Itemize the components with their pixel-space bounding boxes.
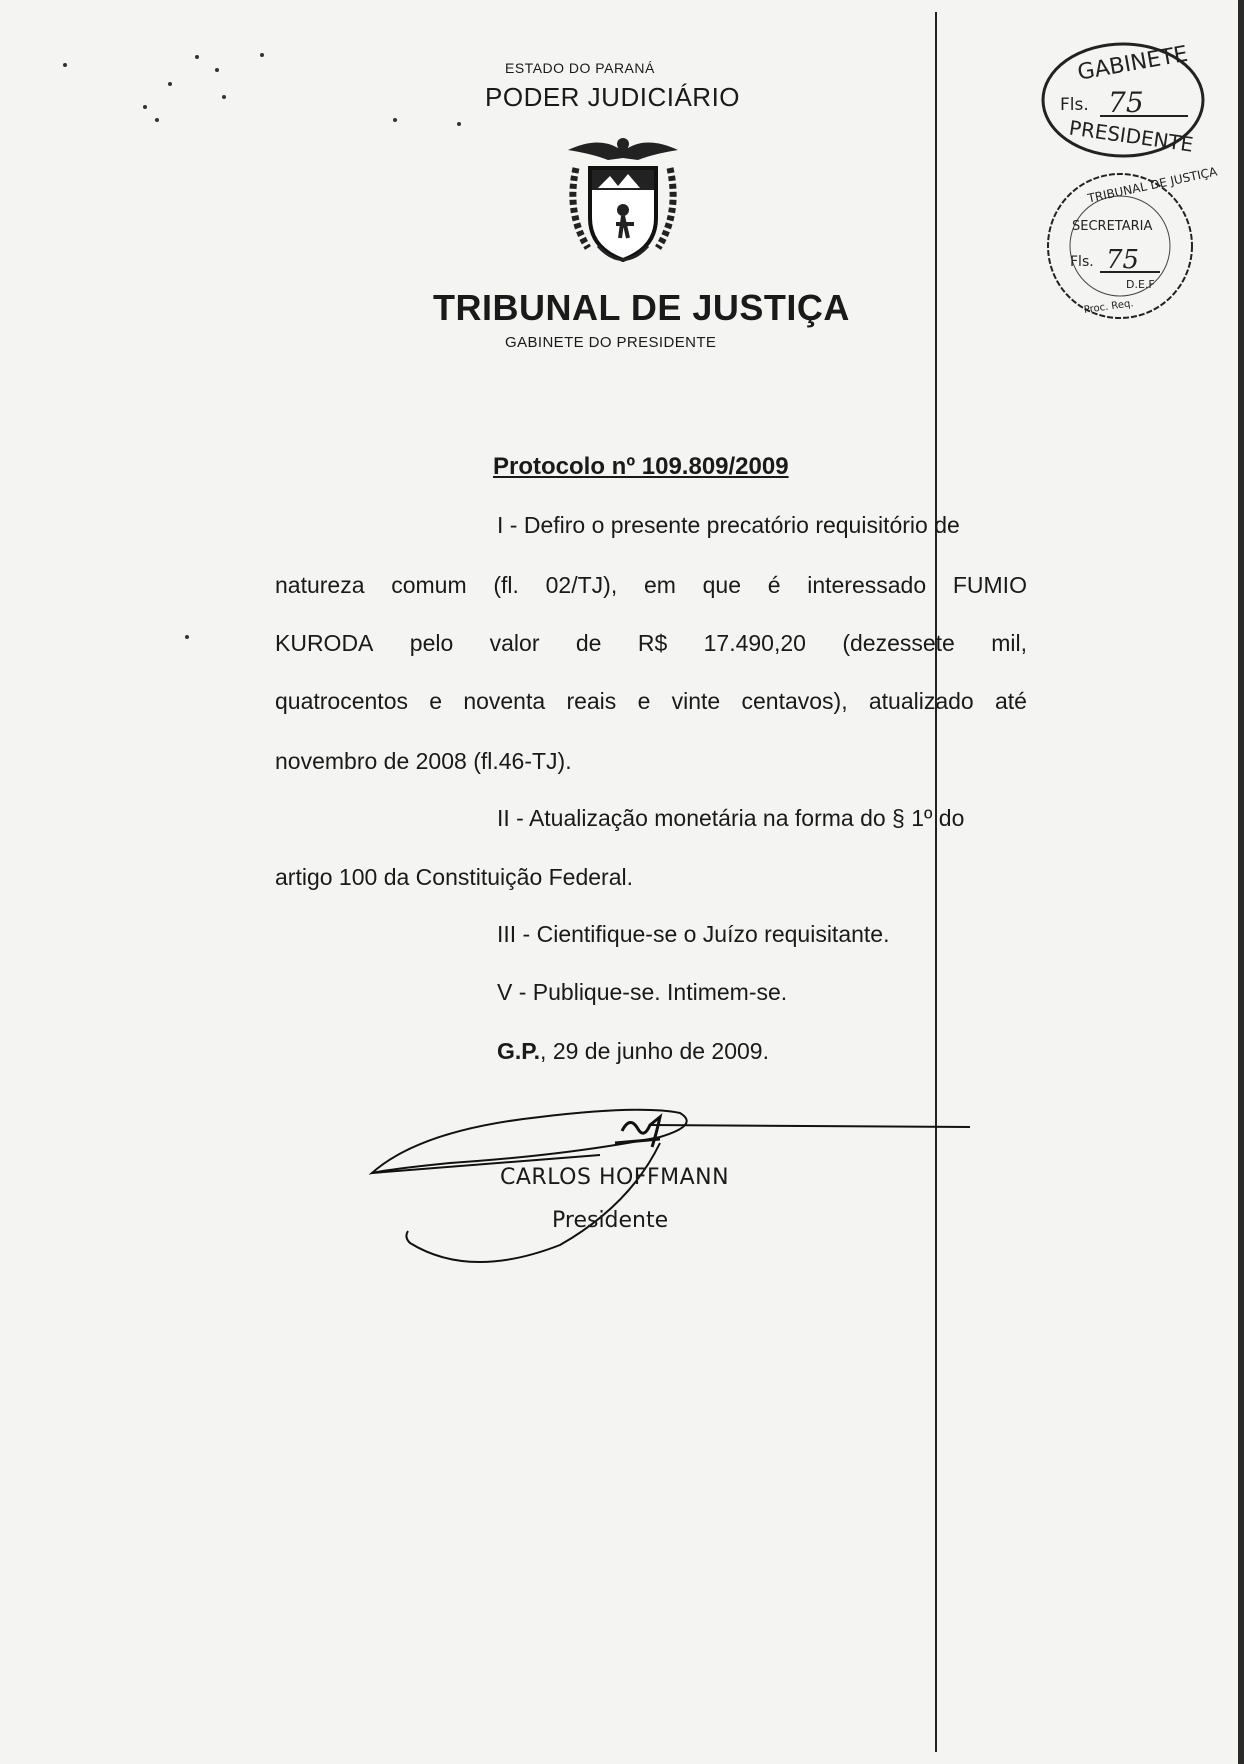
word: reais <box>566 688 617 714</box>
stamp2-fls-label: Fls. <box>1070 254 1094 270</box>
word: e <box>637 688 651 714</box>
word: vinte <box>671 688 721 714</box>
stamp2-code: D.E.F <box>1126 278 1155 291</box>
stamp-ring-text: TRIBUNAL DE JUSTIÇA <box>1086 164 1219 206</box>
word: de <box>575 630 602 656</box>
word: (dezessete <box>842 630 955 656</box>
word: interessado <box>807 572 927 598</box>
speck <box>143 105 147 109</box>
word: que <box>702 572 741 598</box>
stamp-gabinete-top: GABINETE <box>1075 41 1190 86</box>
date-line <box>497 1038 769 1065</box>
court-title: TRIBUNAL DE JUSTIÇA <box>433 287 850 328</box>
paragraph-1-line-1: I - Defiro o presente precatório requisitório de <box>497 512 960 538</box>
word: pelo <box>409 630 454 656</box>
secretaria-stamp <box>1040 164 1219 323</box>
speck <box>168 82 172 86</box>
paragraph-1-line-5: novembro de 2008 (fl.46-TJ). <box>275 748 572 774</box>
word: em <box>643 572 676 598</box>
word: até <box>994 688 1027 714</box>
scan-edge <box>1238 0 1244 1764</box>
word: é <box>767 572 781 598</box>
paragraph-1-line-3 <box>275 630 1027 657</box>
word: valor <box>489 630 540 656</box>
handwritten-signature <box>360 1095 980 1285</box>
word: KURODA <box>275 630 374 656</box>
stamp-fls-label: Fls. <box>1060 95 1089 115</box>
word: mil, <box>991 630 1027 656</box>
word: centavos), <box>741 688 848 714</box>
fold-line <box>935 12 937 1752</box>
speck <box>457 122 461 126</box>
stamp2-fls-number: 75 <box>1106 245 1140 275</box>
stamp-secretaria-label: SECRETARIA <box>1072 219 1153 234</box>
word: 02/TJ), <box>545 572 618 598</box>
paragraph-4: V - Publique-se. Intimem-se. <box>497 979 788 1005</box>
paragraph-3: III - Cientifique-se o Juízo requisitante. <box>497 921 890 947</box>
office-subtitle: GABINETE DO PRESIDENTE <box>505 334 717 351</box>
state-heading: ESTADO DO PARANÁ <box>505 60 655 76</box>
word: FUMIO <box>952 572 1027 598</box>
protocol-number: Protocolo nº 109.809/2009 <box>493 453 789 480</box>
signer-name: CARLOS HOFFMANN <box>500 1165 730 1190</box>
stamp2-bottom: Proc. Req. <box>1083 298 1135 316</box>
word: (fl. <box>493 572 519 598</box>
speck <box>63 63 67 67</box>
date-text: , 29 de junho de 2009. <box>540 1038 769 1064</box>
speck <box>195 55 199 59</box>
paragraph-1-line-4 <box>275 688 1027 715</box>
speck <box>393 118 397 122</box>
speck <box>222 95 226 99</box>
word: noventa <box>463 688 546 714</box>
branch-heading: PODER JUDICIÁRIO <box>485 82 741 112</box>
word: 17.490,20 <box>703 630 806 656</box>
word: atualizado <box>868 688 974 714</box>
word: R$ <box>637 630 668 656</box>
coat-of-arms-icon <box>558 128 688 276</box>
paragraph-2-line-1: II - Atualização monetária na forma do § 1º do <box>497 805 965 831</box>
word: natureza <box>275 572 365 598</box>
gabinete-stamp <box>1038 40 1208 160</box>
paragraph-1-line-2 <box>275 572 1027 599</box>
speck <box>260 53 264 57</box>
paragraph-2-line-2: artigo 100 da Constituição Federal. <box>275 864 633 890</box>
speck <box>155 118 159 122</box>
speck <box>215 68 219 72</box>
word: quatrocentos <box>275 688 408 714</box>
date-prefix: G.P. <box>497 1038 541 1064</box>
stamp-gabinete-bottom: PRESIDENTE <box>1067 115 1195 157</box>
stamp-fls-number: 75 <box>1108 86 1144 119</box>
word: comum <box>391 572 467 598</box>
word: e <box>429 688 443 714</box>
signer-role: Presidente <box>552 1208 669 1233</box>
speck <box>185 635 189 639</box>
